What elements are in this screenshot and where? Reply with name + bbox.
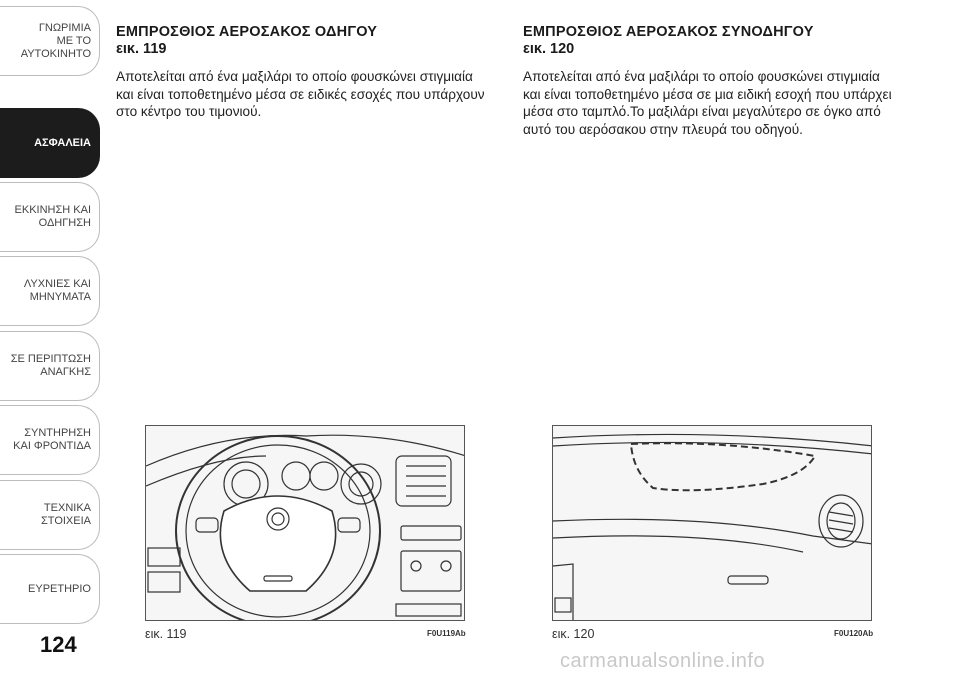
section-title: ΕΜΠΡΟΣΘΙΟΣ ΑΕΡΟΣΑΚΟΣ ΣΥΝΟΔΗΓΟΥ [523,24,814,40]
tab-safety[interactable] [0,108,100,178]
figure-caption: εικ. 120 [552,627,595,641]
tab-label: ΕΚΚΙΝΗΣΗ ΚΑΙ ΟΔΗΓΗΣΗ [14,204,91,229]
dashboard-illustration [553,426,872,621]
tab-label: ΣΥΝΤΗΡΗΣΗ ΚΑΙ ΦΡΟΝΤΙΔΑ [13,427,91,452]
tab-getting-to-know[interactable] [0,6,100,76]
tab-label: ΣΕ ΠΕΡΙΠΤΩΣΗ ΑΝΑΓΚΗΣ [10,353,91,378]
tab-index[interactable] [0,554,100,624]
tab-maintenance[interactable] [0,405,100,475]
steering-wheel-illustration [146,426,465,621]
section-body: Αποτελείται από ένα μαξιλάρι το οποίο φουσκώνει στιγμιαία και είναι τοποθετημένο μέσα σε ειδικές εσοχές που υπάρχουν στο κέντρο του τιμονιού. [116,69,485,119]
tab-label: ΛΥΧΝΙΕΣ ΚΑΙ ΜΗΝΥΜΑΤΑ [23,278,91,303]
figure-reference: εικ. 120 [523,41,575,57]
tab-emergency[interactable] [0,331,100,401]
section-title: ΕΜΠΡΟΣΘΙΟΣ ΑΕΡΟΣΑΚΟΣ ΟΔΗΓΟΥ [116,24,378,40]
tab-technical-data[interactable] [0,480,100,550]
figure-reference: εικ. 119 [116,41,167,57]
tab-label: ΕΥΡΕΤΗΡΙΟ [28,582,91,595]
figure-code: F0U120Ab [834,629,874,638]
tab-label: ΓΝΩΡΙΜΙΑ ΜΕ ΤΟ ΑΥΤΟΚΙΝΗΤΟ [20,21,91,60]
tab-label: ΑΣΦΑΛΕΙΑ [34,136,91,149]
tab-starting-driving[interactable] [0,182,100,252]
tab-label: ΤΕΧΝΙΚΑ ΣΤΟΙΧΕΙΑ [41,502,91,527]
tab-warning-lights[interactable] [0,256,100,326]
section-body: Αποτελείται από ένα μαξιλάρι το οποίο φουσκώνει στιγμιαία και είναι τοποθετημένο μέσα σε μια ειδική εσοχή που υπάρχει μέσα στο ταμπλό.Το μαξιλάρι είναι μεγαλύτερο σε όγκο από αυτό του αερόσακου στην πλευρά του οδηγού. [523,69,892,137]
figure-steering-wheel [145,425,465,621]
section-driver-airbag [116,24,486,121]
page-number: 124 [40,632,77,657]
section-passenger-airbag [523,24,893,138]
watermark: carmanualsonline.info [560,650,766,672]
figure-caption: εικ. 119 [145,627,187,641]
figure-code: F0U119Ab [427,629,466,638]
figure-passenger-dashboard [552,425,872,621]
